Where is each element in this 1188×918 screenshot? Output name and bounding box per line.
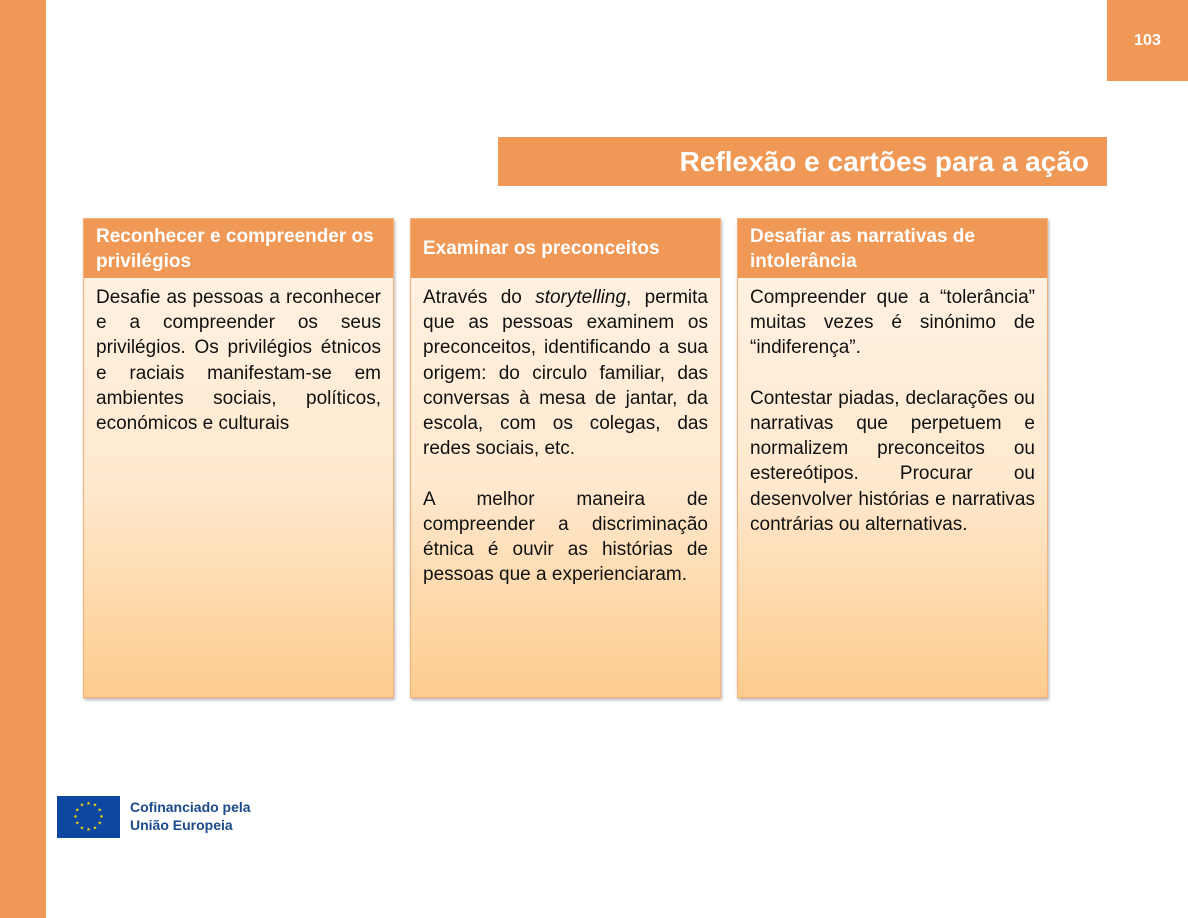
card-paragraph: Desafie as pessoas a reconhecer e a compreender os seus privilégios. Os privilégios étnicos e raciais manifestam-se em ambientes sociais, políticos, económicos e culturais <box>96 287 381 435</box>
left-accent-bar <box>0 0 46 918</box>
svg-text:★: ★ <box>86 801 91 807</box>
svg-text:★: ★ <box>79 825 85 832</box>
eu-funding-label <box>130 798 251 834</box>
card-header <box>84 219 393 278</box>
page-number: 103 <box>1107 0 1188 81</box>
card-paragraph: A melhor maneira de compreender a discriminação étnica é ouvir as histórias de pessoas que a experienciaram. <box>423 488 708 586</box>
card-prejudices <box>410 218 721 698</box>
card-header <box>738 219 1047 278</box>
eu-flag-icon <box>57 796 120 843</box>
svg-text:★: ★ <box>86 827 91 833</box>
card-body <box>738 278 1047 537</box>
svg-text:★: ★ <box>79 802 85 809</box>
card-paragraph: Compreender que a “tolerância” muitas vezes é sinónimo de “indiferença”. <box>750 287 1035 359</box>
card-title: Reconhecer e compreender os privilégios <box>96 225 374 272</box>
paragraph-text: Através do <box>423 287 536 308</box>
card-narratives <box>737 218 1048 698</box>
page-title: Reflexão e cartões para a ação <box>498 137 1107 186</box>
storytelling-term: storytelling <box>535 287 627 308</box>
eu-label-line: Cofinanciado pela <box>130 799 251 815</box>
card-privileges <box>83 218 394 698</box>
card-paragraph <box>423 285 708 461</box>
card-header <box>411 219 720 278</box>
card-title: Desafiar as narrativas de intolerância <box>750 225 975 272</box>
svg-text:★: ★ <box>97 820 103 827</box>
paragraph-text: , permita que as pessoas examinem os preconceitos, identificando a sua origem: do circulo familiar, das conversas à mesa de jantar, da escola, com os colegas, das redes sociais, etc. <box>423 287 708 460</box>
svg-text:★: ★ <box>74 820 80 827</box>
svg-text:★: ★ <box>97 807 103 814</box>
svg-text:★: ★ <box>92 825 98 832</box>
card-body <box>84 278 393 436</box>
svg-text:★: ★ <box>99 814 104 820</box>
card-body <box>411 278 720 587</box>
eu-label-line: União Europeia <box>130 817 233 833</box>
svg-text:★: ★ <box>73 814 78 820</box>
svg-text:★: ★ <box>92 802 98 809</box>
svg-text:★: ★ <box>74 807 80 814</box>
card-paragraph: Contestar piadas, declarações ou narrativas que perpetuem e normalizem preconceitos ou estereótipos. Procurar ou desenvolver histórias e narrativas contrárias ou alternativas. <box>750 387 1035 535</box>
card-title: Examinar os preconceitos <box>423 238 660 259</box>
